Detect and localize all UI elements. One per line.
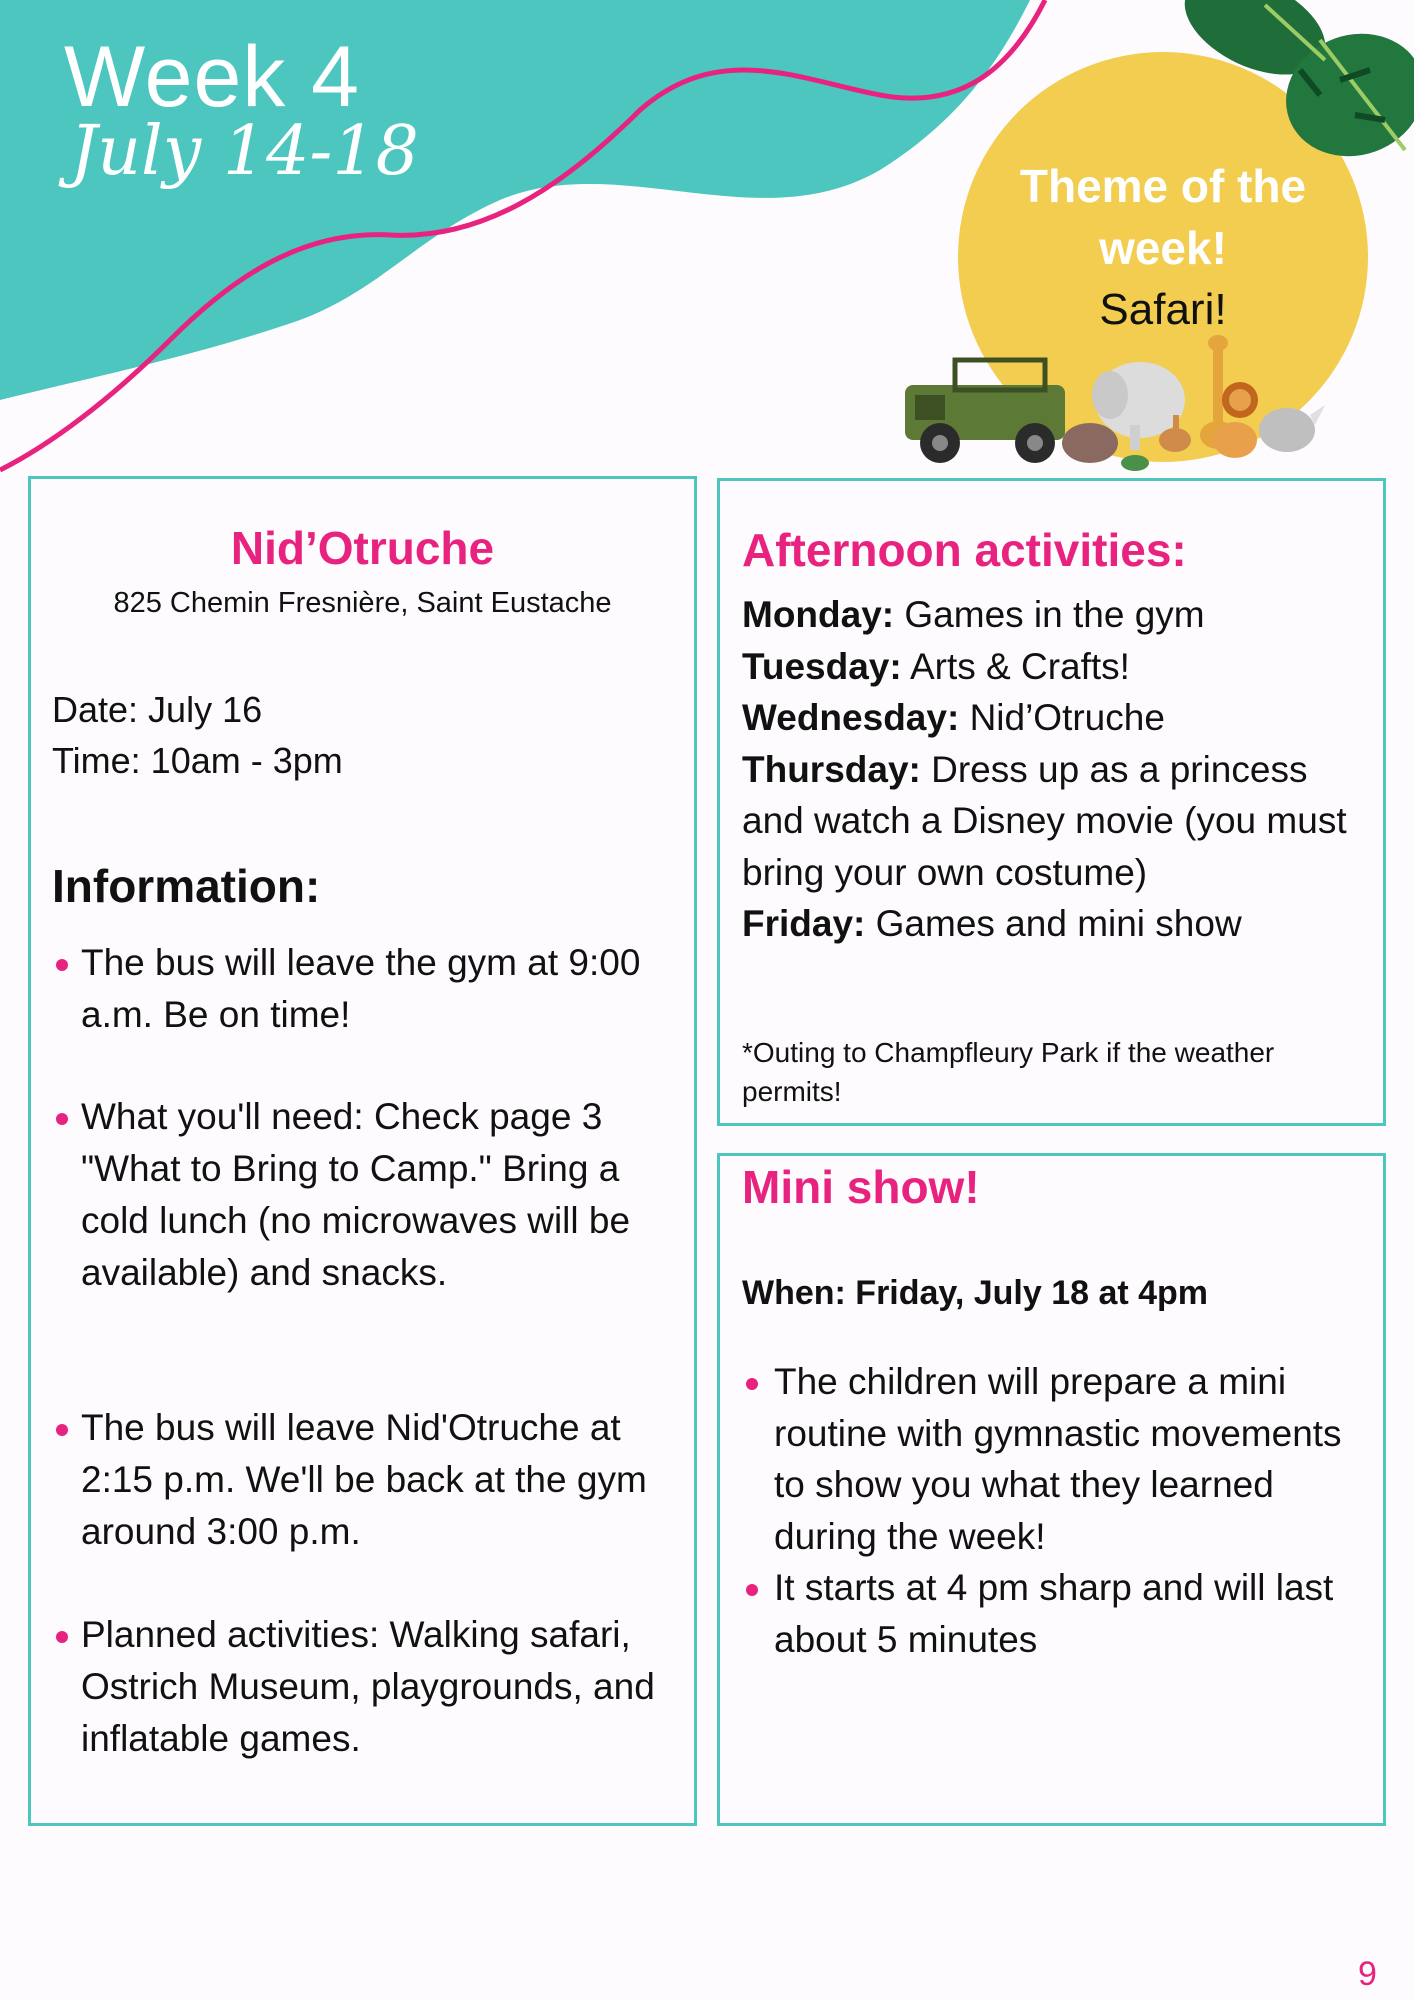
day-thursday: Thursday: Dress up as a princess and watch a Disney movie (you must bring your own costume) bbox=[742, 748, 1347, 893]
outing-time: Time: 10am - 3pm bbox=[52, 740, 343, 781]
list-item: The bus will leave Nid'Otruche at 2:15 p.m. We'll be back at the gym around 3:00 p.m. bbox=[52, 1402, 682, 1558]
page-number: 9 bbox=[1358, 1955, 1377, 1993]
outing-box bbox=[28, 476, 697, 1826]
list-item: It starts at 4 pm sharp and will last about 5 minutes bbox=[742, 1562, 1372, 1665]
bullet-dot-icon bbox=[56, 1631, 68, 1643]
bullet-dot-icon bbox=[56, 1424, 68, 1436]
mini-show-when: When: Friday, July 18 at 4pm bbox=[742, 1274, 1209, 1312]
info-bullet-list-3 bbox=[52, 1402, 682, 1558]
day-list bbox=[742, 589, 1372, 950]
week-dates: July 14-18 bbox=[70, 112, 419, 191]
bullet-dot-icon bbox=[746, 1584, 758, 1596]
monstera-leaf-icon bbox=[1170, 0, 1414, 175]
rhino-icon bbox=[1259, 405, 1325, 452]
info-bullet-list-2 bbox=[52, 1091, 682, 1299]
theme-label: Theme of the week! bbox=[1019, 160, 1307, 274]
week-title: Week 4 bbox=[64, 29, 360, 125]
bullet-dot-icon bbox=[56, 1113, 68, 1125]
venue-name: Nid’Otruche bbox=[230, 522, 495, 574]
day-friday: Friday: Games and mini show bbox=[742, 903, 1242, 944]
list-item: The children will prepare a mini routine with gymnastic movements to show you what they learned during the week! bbox=[742, 1356, 1372, 1562]
turtle-icon bbox=[1121, 455, 1149, 471]
list-item: What you'll need: Check page 3 "What to Bring to Camp." Bring a cold lunch (no microwaves will be available) and snacks. bbox=[52, 1091, 682, 1299]
outing-date: Date: July 16 bbox=[52, 689, 263, 730]
info-heading: Information: bbox=[52, 860, 321, 912]
list-item: The bus will leave the gym at 9:00 a.m. Be on time! bbox=[52, 937, 682, 1041]
hippo-icon bbox=[1062, 423, 1118, 463]
list-item: Planned activities: Walking safari, Ostrich Museum, playgrounds, and inflatable games. bbox=[52, 1609, 682, 1765]
afternoon-activities-box bbox=[717, 478, 1386, 1126]
mini-show-title: Mini show! bbox=[742, 1161, 980, 1213]
info-bullet-list-4 bbox=[52, 1609, 682, 1765]
mini-show-box bbox=[717, 1153, 1386, 1826]
mini-show-bullets bbox=[742, 1356, 1372, 1665]
theme-value: Safari! bbox=[1099, 285, 1227, 334]
day-monday: Monday: Games in the gym bbox=[742, 594, 1205, 635]
venue-address: 825 Chemin Fresnière, Saint Eustache bbox=[113, 587, 612, 619]
afternoon-title: Afternoon activities: bbox=[742, 524, 1187, 576]
bullet-dot-icon bbox=[56, 959, 68, 971]
info-bullet-list-1 bbox=[52, 937, 682, 1041]
weather-note: *Outing to Champfleury Park if the weather permits! bbox=[742, 1037, 1275, 1107]
bullet-dot-icon bbox=[746, 1378, 758, 1390]
safari-jeep-icon bbox=[905, 360, 1065, 463]
safari-illustration bbox=[895, 325, 1325, 485]
day-wednesday: Wednesday: Nid’Otruche bbox=[742, 697, 1165, 738]
day-tuesday: Tuesday: Arts & Crafts! bbox=[742, 645, 1130, 687]
